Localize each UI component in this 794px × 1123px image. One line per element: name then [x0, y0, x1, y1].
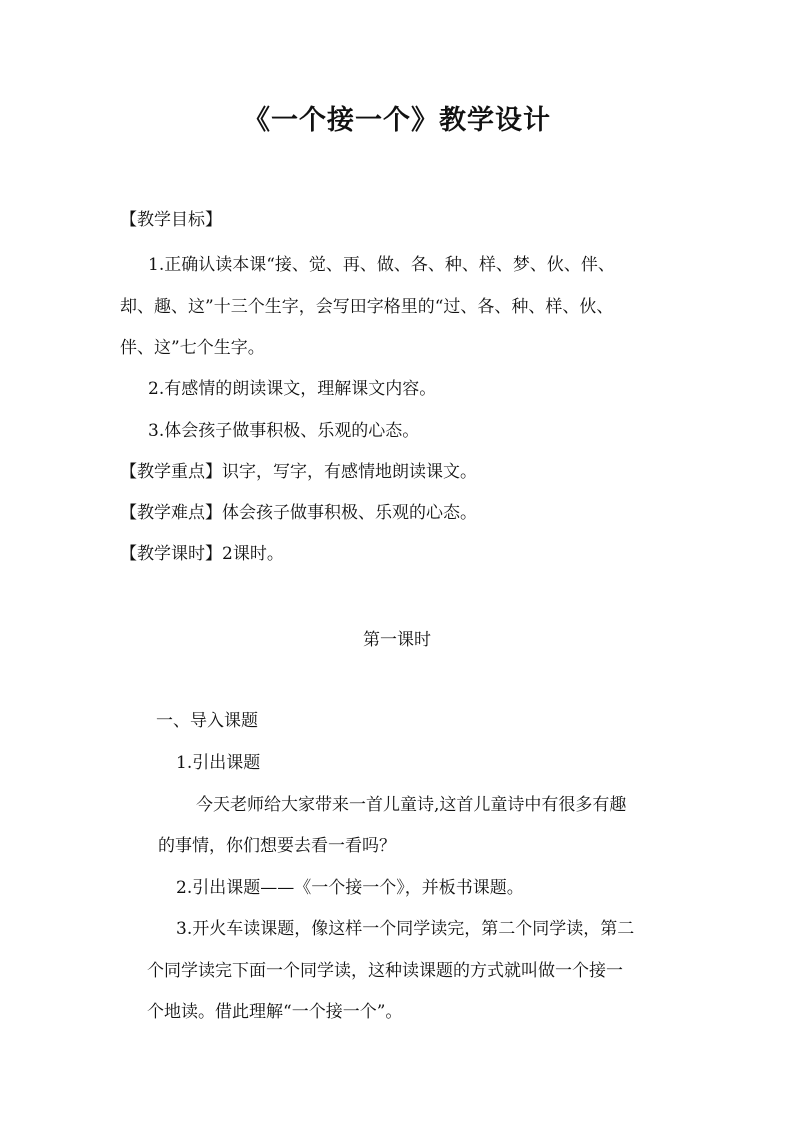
- objectives-heading: 【教学目标】: [120, 210, 222, 230]
- objective-1-line-1: 1.正确认读本课“接、觉、再、做、各、种、样、梦、伙、伴、: [148, 255, 615, 275]
- objective-1-line-3: 伴、这”七个生字。: [120, 338, 265, 358]
- step-1-paragraph-line-1: 今天老师给大家带来一首儿童诗,这首儿童诗中有很多有趣: [196, 795, 627, 815]
- step-1-paragraph-line-2: 的事情，你们想要去看一看吗？: [158, 836, 396, 856]
- difficulties: 【教学难点】体会孩子做事积极、乐观的心态。: [120, 503, 477, 523]
- objective-2: 2.有感情的朗读课文，理解课文内容。: [148, 379, 437, 399]
- key-points: 【教学重点】识字，写字，有感情地朗读课文。: [120, 462, 477, 482]
- step-3-line-1: 3.开火车读课题，像这样一个同学读完，第二个同学读，第二: [176, 919, 635, 939]
- step-3-line-2: 个同学读完下面一个同学读，这种读课题的方式就叫做一个接一: [147, 961, 623, 981]
- objective-1-line-2: 却、趣、这”十三个生字，会写田字格里的“过、各、种、样、伙、: [120, 297, 614, 317]
- objective-3: 3.体会孩子做事积极、乐观的心态。: [148, 421, 420, 441]
- step-1-heading: 1.引出课题: [176, 753, 261, 773]
- part-one-heading: 一、导入课题: [156, 711, 258, 731]
- class-hours: 【教学课时】2课时。: [120, 544, 284, 564]
- section-title: 第一课时: [363, 630, 431, 650]
- step-3-line-3: 个地读。借此理解“一个接一个”。: [147, 1002, 403, 1022]
- step-2: 2.引出课题——《一个接一个》，并板书课题。: [176, 878, 524, 898]
- document-title: 《一个接一个》教学设计: [243, 105, 551, 136]
